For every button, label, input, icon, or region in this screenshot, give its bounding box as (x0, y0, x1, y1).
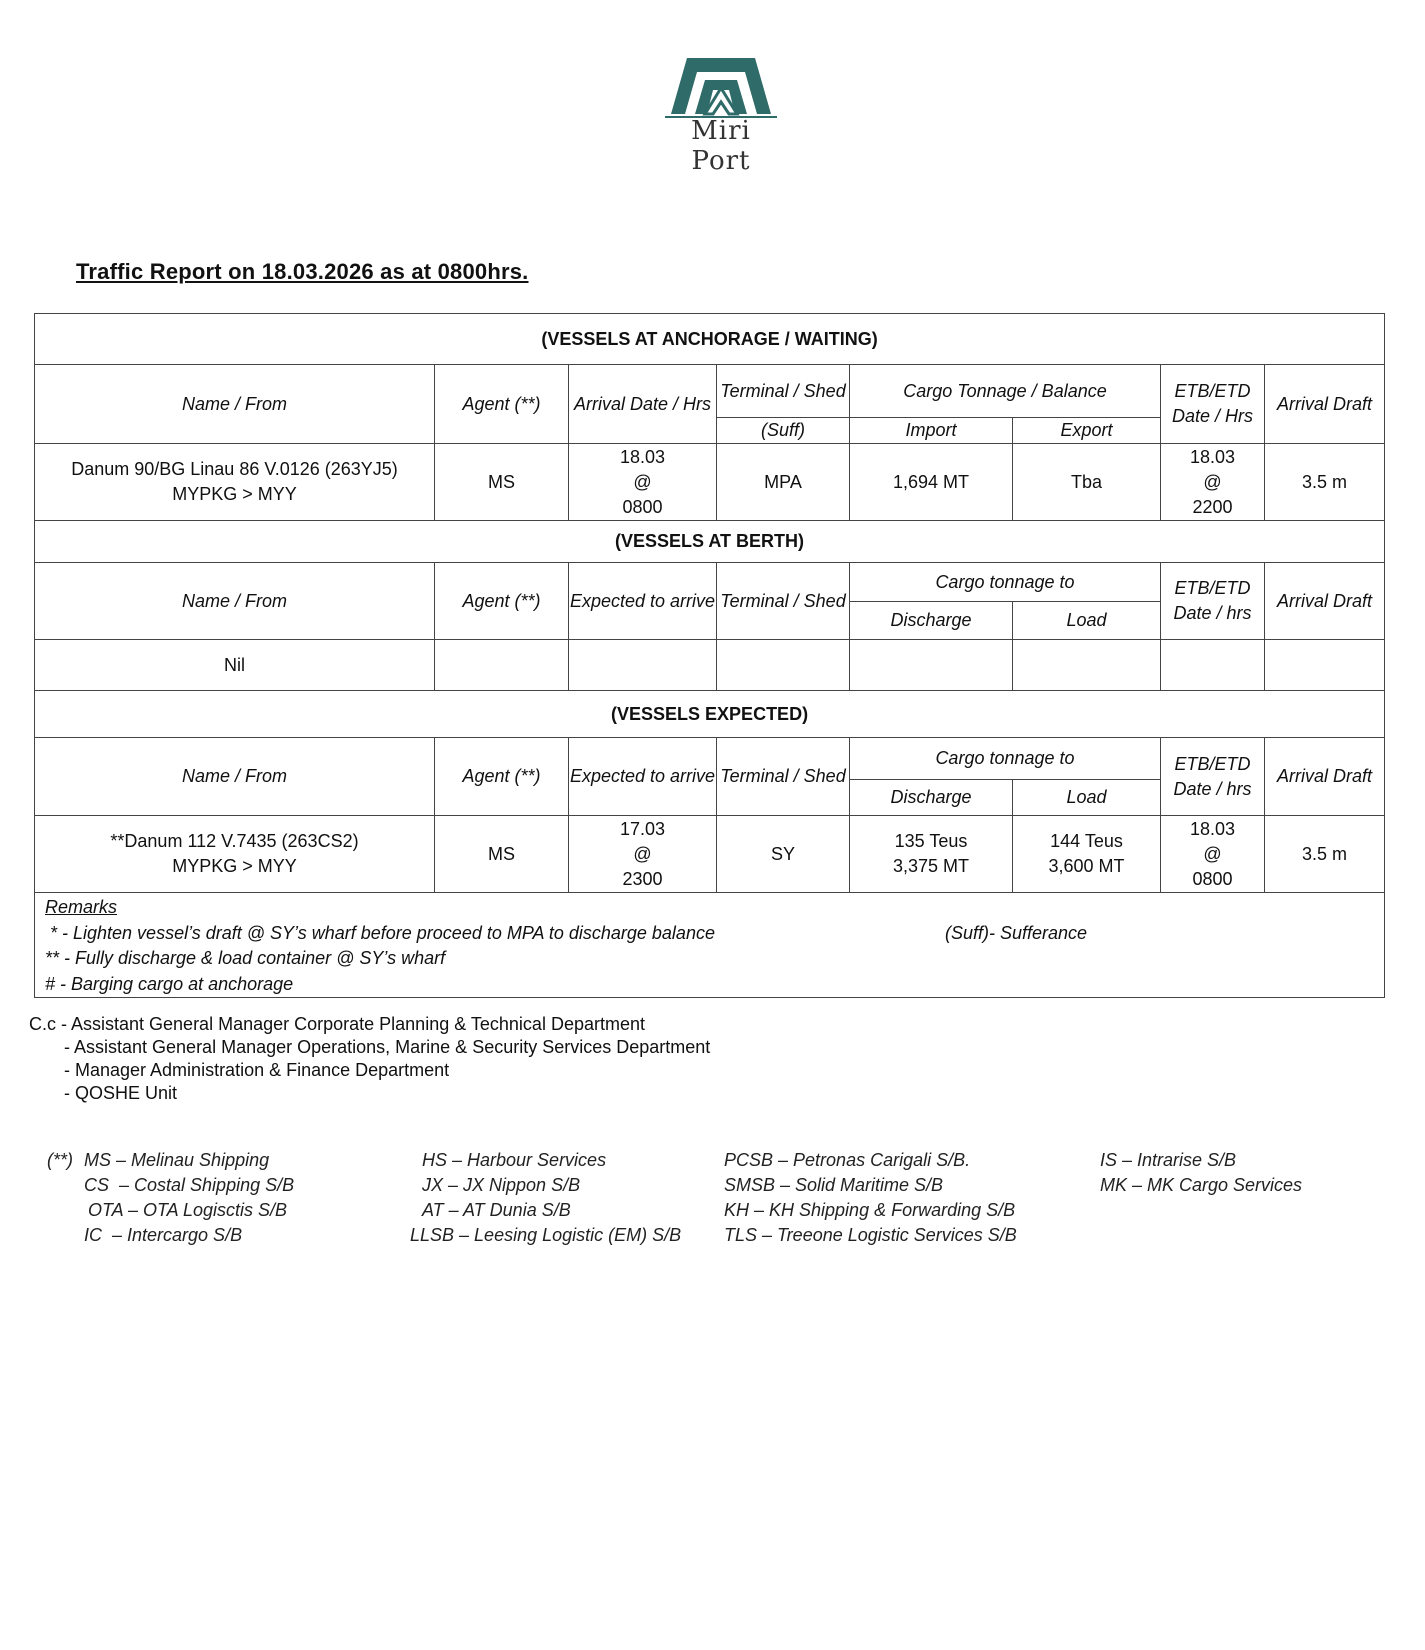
legend-col-3 (724, 1148, 1017, 1248)
load-teus: 144 Teus (1050, 831, 1123, 851)
cc-line: - QOSHE Unit (64, 1083, 178, 1103)
cc-line: C.c - Assistant General Manager Corporate Planning & Technical Department (29, 1014, 645, 1034)
etb-date: 18.03 (1189, 818, 1236, 839)
header-etb: ETB/ETD Date / hrs (1161, 738, 1265, 816)
vessel-from: MYPKG > MYY (172, 484, 297, 504)
arrival-cell (569, 444, 717, 521)
header-terminal: Terminal / Shed (717, 365, 850, 418)
table-row (35, 816, 1385, 893)
legend-col-2 (410, 1148, 681, 1248)
empty-cell (717, 640, 850, 691)
header-load: Load (1013, 602, 1161, 640)
header-name-from: Name / From (35, 738, 435, 816)
etb-at: @ (1203, 471, 1222, 492)
load-mt: 3,600 MT (1048, 856, 1125, 876)
header-agent: Agent (**) (435, 365, 569, 444)
remarks-box (35, 893, 1385, 998)
header-suff: (Suff) (717, 418, 850, 444)
remarks-line-3: # - Barging cargo at anchorage (45, 973, 294, 994)
agent-cell: MS (435, 444, 569, 521)
legend-item: AT – AT Dunia S/B (422, 1200, 571, 1220)
arrival-cell (569, 816, 717, 893)
vessel-name-cell: Nil (35, 640, 435, 691)
legend-item: IC – Intercargo S/B (84, 1225, 243, 1245)
arrival-date: 18.03 (619, 446, 666, 467)
legend-item: KH – KH Shipping & Forwarding S/B (724, 1200, 1016, 1220)
remarks-line-2: ** - Fully discharge & load container @ SY’s wharf (45, 948, 446, 968)
remarks-heading: Remarks (45, 897, 118, 917)
legend-col-1 (84, 1148, 294, 1248)
table-row (35, 640, 1385, 691)
miri-port-emblem-icon (665, 52, 777, 118)
cc-line: - Manager Administration & Finance Department (64, 1060, 450, 1080)
header-draft: Arrival Draft (1265, 738, 1385, 816)
etb-cell (1161, 444, 1265, 521)
vessel-name: **Danum 112 V.7435 (263CS2) (110, 831, 359, 851)
load-cell (1013, 816, 1161, 893)
legend-col-4 (1100, 1148, 1302, 1198)
legend-item: MK – MK Cargo Services (1100, 1175, 1303, 1195)
logo-text: Miri Port (691, 116, 751, 176)
vessel-name: Danum 90/BG Linau 86 V.0126 (263YJ5) (71, 459, 398, 479)
etb-at: @ (1203, 843, 1222, 864)
remarks-line-1: * - Lighten vessel’s draft @ SY’s wharf before proceed to MPA to discharge balance (45, 922, 715, 943)
suff-note: (Suff)- Sufferance (945, 922, 1088, 943)
table-row (35, 444, 1385, 521)
empty-cell (1265, 640, 1385, 691)
header-arrival: Arrival Date / Hrs (569, 365, 717, 444)
header-name-from: Name / From (35, 563, 435, 640)
header-load: Load (1013, 780, 1161, 816)
header-etb: ETB/ETD Date / hrs (1161, 563, 1265, 640)
etb-time: 2200 (1192, 496, 1233, 517)
header-expected: Expected to arrive (569, 738, 717, 816)
terminal-cell: SY (717, 816, 850, 893)
arrival-at: @ (633, 471, 652, 492)
vessel-name-cell (35, 816, 435, 893)
arrival-date: 17.03 (619, 818, 666, 839)
arrival-time: 0800 (622, 496, 663, 517)
legend-item: TLS – Treeone Logistic Services S/B (724, 1225, 1017, 1245)
legend-prefix: (**) (47, 1150, 73, 1170)
header-expected: Expected to arrive (569, 563, 717, 640)
header-cargo: Cargo Tonnage / Balance (850, 365, 1161, 418)
traffic-report-table (34, 313, 1385, 998)
cc-line: - Assistant General Manager Operations, Marine & Security Services Department (64, 1037, 711, 1057)
legend-item: HS – Harbour Services (422, 1150, 607, 1170)
header-terminal: Terminal / Shed (717, 738, 850, 816)
legend-item: CS – Costal Shipping S/B (84, 1175, 295, 1195)
export-cell: Tba (1013, 444, 1161, 521)
header-terminal: Terminal / Shed (717, 563, 850, 640)
header-draft: Arrival Draft (1265, 563, 1385, 640)
etb-date: 18.03 (1189, 446, 1236, 467)
discharge-mt: 3,375 MT (892, 856, 970, 876)
legend-item: IS – Intrarise S/B (1100, 1150, 1237, 1170)
header-etb: ETB/ETD Date / Hrs (1161, 365, 1265, 444)
empty-cell (1161, 640, 1265, 691)
legend-item: OTA – OTA Logisctis S/B (88, 1200, 288, 1220)
legend-item: SMSB – Solid Maritime S/B (724, 1175, 944, 1195)
legend-item: JX – JX Nippon S/B (422, 1175, 581, 1195)
draft-cell: 3.5 m (1265, 816, 1385, 893)
miri-port-logo (662, 52, 780, 176)
header-cargo: Cargo tonnage to (850, 738, 1161, 780)
arrival-time: 2300 (622, 868, 663, 889)
header-agent: Agent (**) (435, 738, 569, 816)
discharge-teus: 135 Teus (894, 831, 968, 851)
legend-item: PCSB – Petronas Carigali S/B. (724, 1150, 971, 1170)
etb-cell (1161, 816, 1265, 893)
etb-time: 0800 (1192, 868, 1233, 889)
remarks-line-1-wrap (45, 921, 1374, 947)
empty-cell (1013, 640, 1161, 691)
header-discharge: Discharge (850, 780, 1013, 816)
import-cell: 1,694 MT (850, 444, 1013, 521)
empty-cell (435, 640, 569, 691)
empty-cell (850, 640, 1013, 691)
draft-cell: 3.5 m (1265, 444, 1385, 521)
page-title: Traffic Report on 18.03.2026 as at 0800hrs. (76, 259, 529, 284)
header-export: Export (1013, 418, 1161, 444)
discharge-cell (850, 816, 1013, 893)
cc-block (29, 1013, 710, 1105)
vessel-name-cell (35, 444, 435, 521)
terminal-cell: MPA (717, 444, 850, 521)
header-discharge: Discharge (850, 602, 1013, 640)
section-anchorage: (VESSELS AT ANCHORAGE / WAITING) (35, 314, 1385, 365)
legend-item: MS – Melinau Shipping (84, 1150, 270, 1170)
vessel-from: MYPKG > MYY (172, 856, 297, 876)
empty-cell (569, 640, 717, 691)
arrival-at: @ (633, 843, 652, 864)
header-agent: Agent (**) (435, 563, 569, 640)
header-import: Import (850, 418, 1013, 444)
agent-cell: MS (435, 816, 569, 893)
header-draft: Arrival Draft (1265, 365, 1385, 444)
section-expected: (VESSELS EXPECTED) (35, 691, 1385, 738)
header-name-from: Name / From (35, 365, 435, 444)
legend-item: LLSB – Leesing Logistic (EM) S/B (410, 1225, 682, 1245)
header-cargo: Cargo tonnage to (850, 563, 1161, 602)
section-berth: (VESSELS AT BERTH) (35, 521, 1385, 563)
